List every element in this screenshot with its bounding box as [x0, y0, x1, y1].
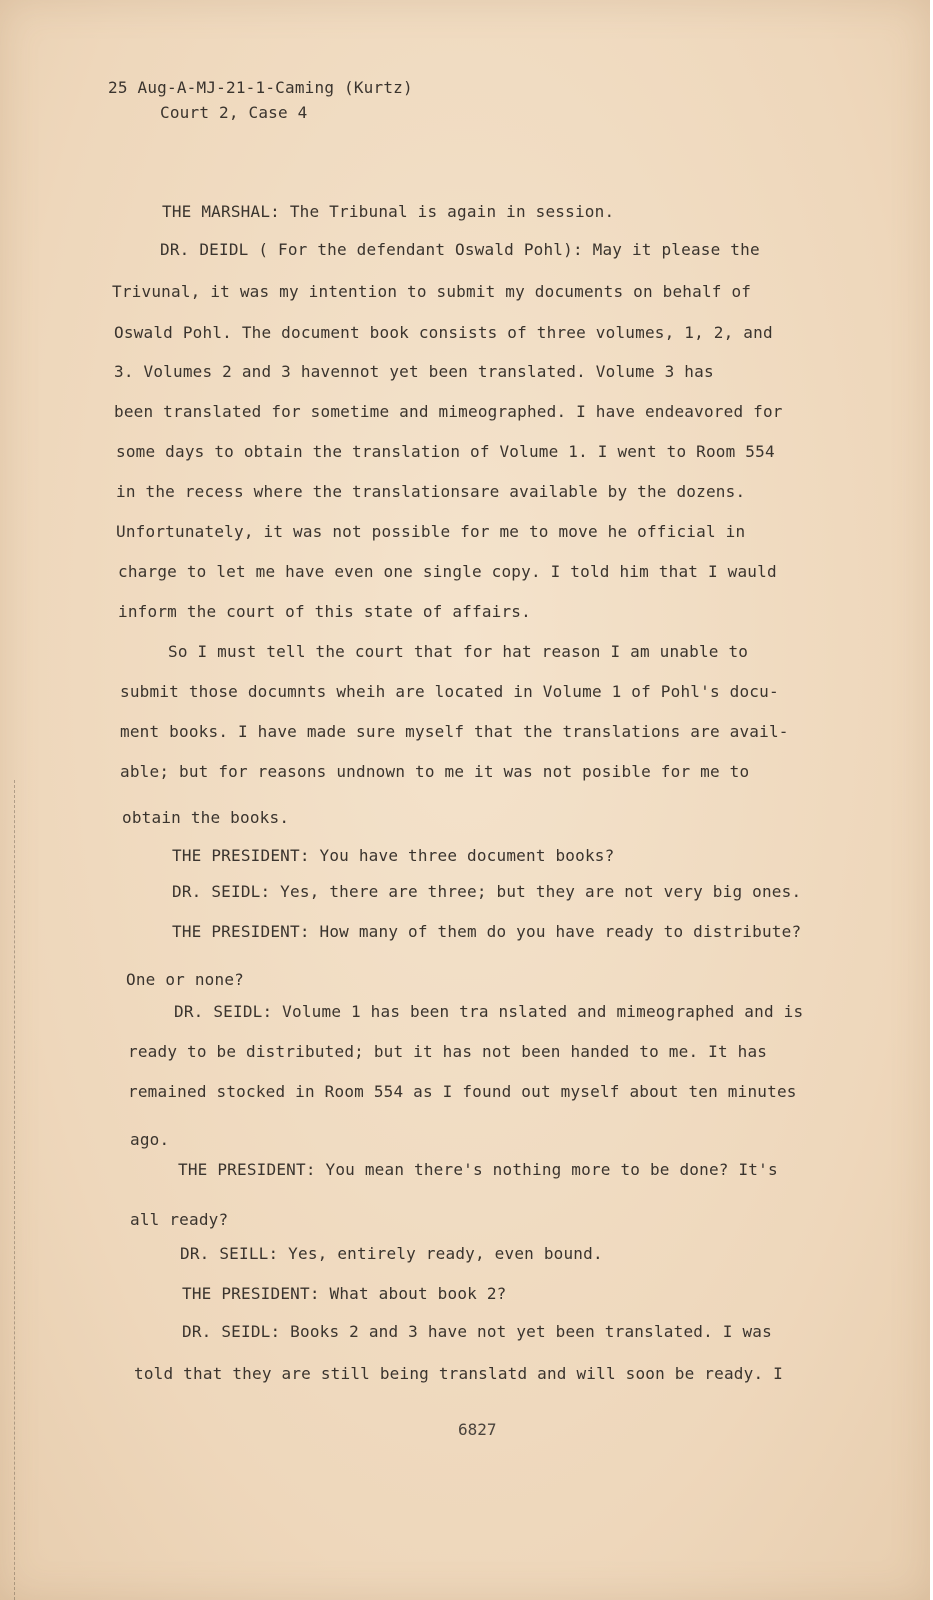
body-line: submit those documnts wheih are located in Volume 1 of Pohl's docu-: [120, 682, 779, 701]
header-line-1: 25 Aug-A-MJ-21-1-Caming (Kurtz): [108, 78, 413, 97]
body-line: all ready?: [130, 1210, 229, 1229]
body-line: One or none?: [126, 970, 244, 989]
body-line: DR. SEIDL: Books 2 and 3 have not yet been translated. I was: [182, 1322, 772, 1341]
body-line: THE PRESIDENT: You mean there's nothing more to be done? It's: [178, 1160, 778, 1179]
body-line: in the recess where the translationsare available by the dozens.: [116, 482, 746, 501]
body-line: Trivunal, it was my intention to submit my documents on behalf of: [112, 282, 752, 301]
body-line: ready to be distributed; but it has not been handed to me. It has: [128, 1042, 768, 1061]
body-line: told that they are still being translatd and will soon be ready. I: [134, 1364, 783, 1383]
body-line: Oswald Pohl. The document book consists of three volumes, 1, 2, and: [114, 323, 773, 342]
body-line: ago.: [130, 1130, 170, 1149]
body-line: charge to let me have even one single copy. I told him that I wauld: [118, 562, 777, 581]
body-line: THE PRESIDENT: What about book 2?: [182, 1284, 507, 1303]
body-line: obtain the books.: [122, 808, 290, 827]
body-line: some days to obtain the translation of Volume 1. I went to Room 554: [116, 442, 775, 461]
body-line: remained stocked in Room 554 as I found out myself about ten minutes: [128, 1082, 797, 1101]
body-line: THE MARSHAL: The Tribunal is again in session.: [162, 202, 615, 221]
body-line: DR. DEIDL ( For the defendant Oswald Pohl): May it please the: [160, 240, 760, 259]
page-number: 6827: [458, 1420, 497, 1439]
body-line: THE PRESIDENT: You have three document books?: [172, 846, 615, 865]
body-line: DR. SEILL: Yes, entirely ready, even bound.: [180, 1244, 603, 1263]
body-line: DR. SEIDL: Yes, there are three; but they are not very big ones.: [172, 882, 802, 901]
body-line: DR. SEIDL: Volume 1 has been tra nslated and mimeographed and is: [174, 1002, 804, 1021]
body-line: ment books. I have made sure myself that the translations are avail-: [120, 722, 789, 741]
body-line: So I must tell the court that for hat reason I am unable to: [168, 642, 749, 661]
body-line: Unfortunately, it was not possible for me to move he official in: [116, 522, 746, 541]
body-line: inform the court of this state of affairs.: [118, 602, 531, 621]
body-line: been translated for sometime and mimeographed. I have endeavored for: [114, 402, 783, 421]
body-line: THE PRESIDENT: How many of them do you have ready to distribute?: [172, 922, 802, 941]
header-line-2: Court 2, Case 4: [160, 103, 308, 122]
body-line: able; but for reasons undnown to me it was not posible for me to: [120, 762, 750, 781]
body-line: 3. Volumes 2 and 3 havennot yet been translated. Volume 3 has: [114, 362, 714, 381]
